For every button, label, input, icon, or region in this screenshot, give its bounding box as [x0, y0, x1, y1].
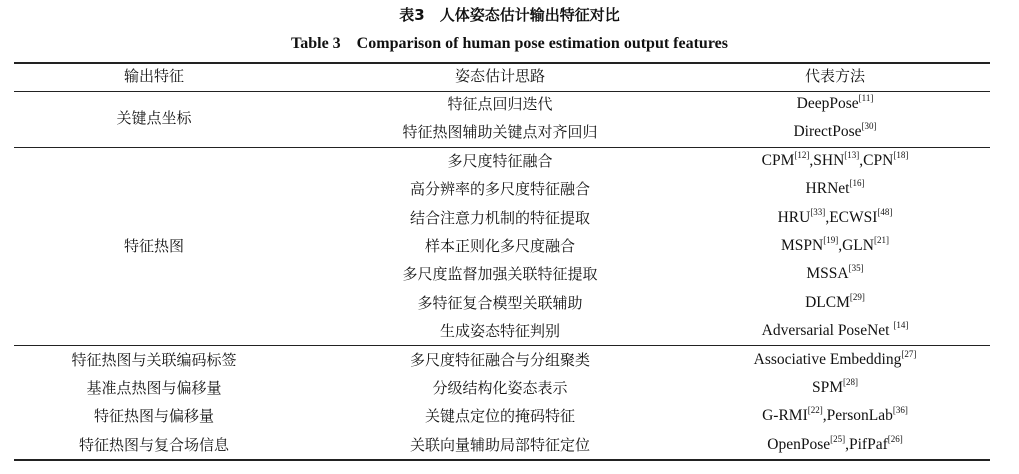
method-name: HRNet — [805, 180, 850, 197]
method-name: ,SHN — [809, 152, 845, 169]
header-rule — [14, 91, 990, 92]
approach-cell: 多尺度特征融合与分组聚类 — [409, 351, 590, 369]
method-name: CPM — [761, 152, 795, 169]
methods-cell — [680, 209, 990, 227]
methods-cell — [680, 379, 990, 397]
method-reference: [36] — [892, 405, 908, 415]
methods-cell — [680, 152, 990, 170]
method-reference: [11] — [858, 93, 874, 103]
output-feature-cell: 特征热图与偏移量 — [93, 407, 214, 425]
methods-cell — [680, 294, 990, 312]
method-reference: [16] — [849, 178, 865, 188]
method-reference: [27] — [901, 349, 917, 359]
methods-cell — [680, 351, 990, 369]
method-name: MSSA — [806, 265, 849, 282]
output-feature-cell: 特征热图与关联编码标签 — [71, 351, 237, 369]
output-feature-cell: 关键点坐标 — [116, 109, 192, 127]
approach-cell: 特征热图辅助关键点对齐回归 — [402, 123, 598, 141]
method-reference: [18] — [893, 150, 909, 160]
method-name: OpenPose — [767, 436, 831, 453]
method-reference: [19] — [823, 235, 839, 245]
methods-cell — [680, 123, 990, 141]
approach-cell: 高分辨率的多尺度特征融合 — [409, 180, 590, 198]
method-reference: [26] — [887, 434, 903, 444]
method-name: ,PersonLab — [822, 407, 893, 424]
approach-cell: 关键点定位的掩码特征 — [424, 407, 575, 425]
approach-cell: 特征点回归迭代 — [447, 95, 553, 113]
bottom-rule — [14, 459, 990, 461]
method-name: ,CPN — [859, 152, 894, 169]
header-output-feature: 输出特征 — [123, 67, 184, 85]
methods-cell — [680, 237, 990, 255]
output-feature-cell: 特征热图 — [123, 237, 184, 255]
method-reference: [22] — [807, 405, 823, 415]
method-reference: [13] — [844, 150, 860, 160]
approach-cell: 结合注意力机制的特征提取 — [409, 209, 590, 227]
approach-cell: 关联向量辅助局部特征定位 — [409, 436, 590, 454]
top-rule — [14, 62, 990, 64]
approach-cell: 多尺度特征融合 — [447, 152, 553, 170]
method-reference: [14] — [893, 320, 909, 330]
method-reference: [25] — [830, 434, 846, 444]
approach-cell: 样本正则化多尺度融合 — [424, 237, 575, 255]
method-name: SPM — [811, 379, 844, 396]
output-feature-cell: 基准点热图与偏移量 — [86, 379, 222, 397]
method-reference: [29] — [849, 292, 865, 302]
methods-cell — [680, 436, 990, 454]
approach-cell: 生成姿态特征判别 — [439, 322, 560, 340]
method-reference: [21] — [873, 235, 889, 245]
header-approach: 姿态估计思路 — [454, 67, 545, 85]
method-name: ,GLN — [838, 237, 874, 254]
method-name: MSPN — [781, 237, 824, 254]
methods-cell — [680, 265, 990, 283]
method-name: Adversarial PoseNet — [761, 322, 894, 339]
table-caption-en: Table 3 Comparison of human pose estimation output features — [291, 35, 728, 52]
method-name: ,PifPaf — [845, 436, 888, 453]
methods-cell — [680, 322, 990, 340]
approach-cell: 分级结构化姿态表示 — [432, 379, 568, 397]
methods-cell — [680, 407, 990, 425]
method-name: ,ECWSI — [825, 209, 878, 226]
method-name: G-RMI — [762, 407, 808, 424]
method-name: Associative Embedding — [753, 351, 902, 368]
method-name: DeepPose — [796, 95, 859, 112]
method-reference: [48] — [877, 207, 893, 217]
method-reference: [12] — [794, 150, 810, 160]
methods-cell — [680, 180, 990, 198]
group-separator — [14, 147, 990, 148]
method-reference: [33] — [810, 207, 826, 217]
method-reference: [28] — [843, 377, 859, 387]
method-name: DLCM — [805, 294, 850, 311]
method-reference: [30] — [861, 121, 877, 131]
method-name: HRU — [777, 209, 811, 226]
output-feature-cell: 特征热图与复合场信息 — [78, 436, 229, 454]
method-name: DirectPose — [793, 123, 862, 140]
methods-cell — [680, 95, 990, 113]
approach-cell: 多尺度监督加强关联特征提取 — [402, 265, 598, 283]
header-methods: 代表方法 — [804, 67, 865, 85]
method-reference: [35] — [848, 263, 864, 273]
table-caption-zh: 表3 人体姿态估计输出特征对比 — [399, 6, 620, 24]
group-separator — [14, 345, 990, 346]
approach-cell: 多特征复合模型关联辅助 — [417, 294, 583, 312]
